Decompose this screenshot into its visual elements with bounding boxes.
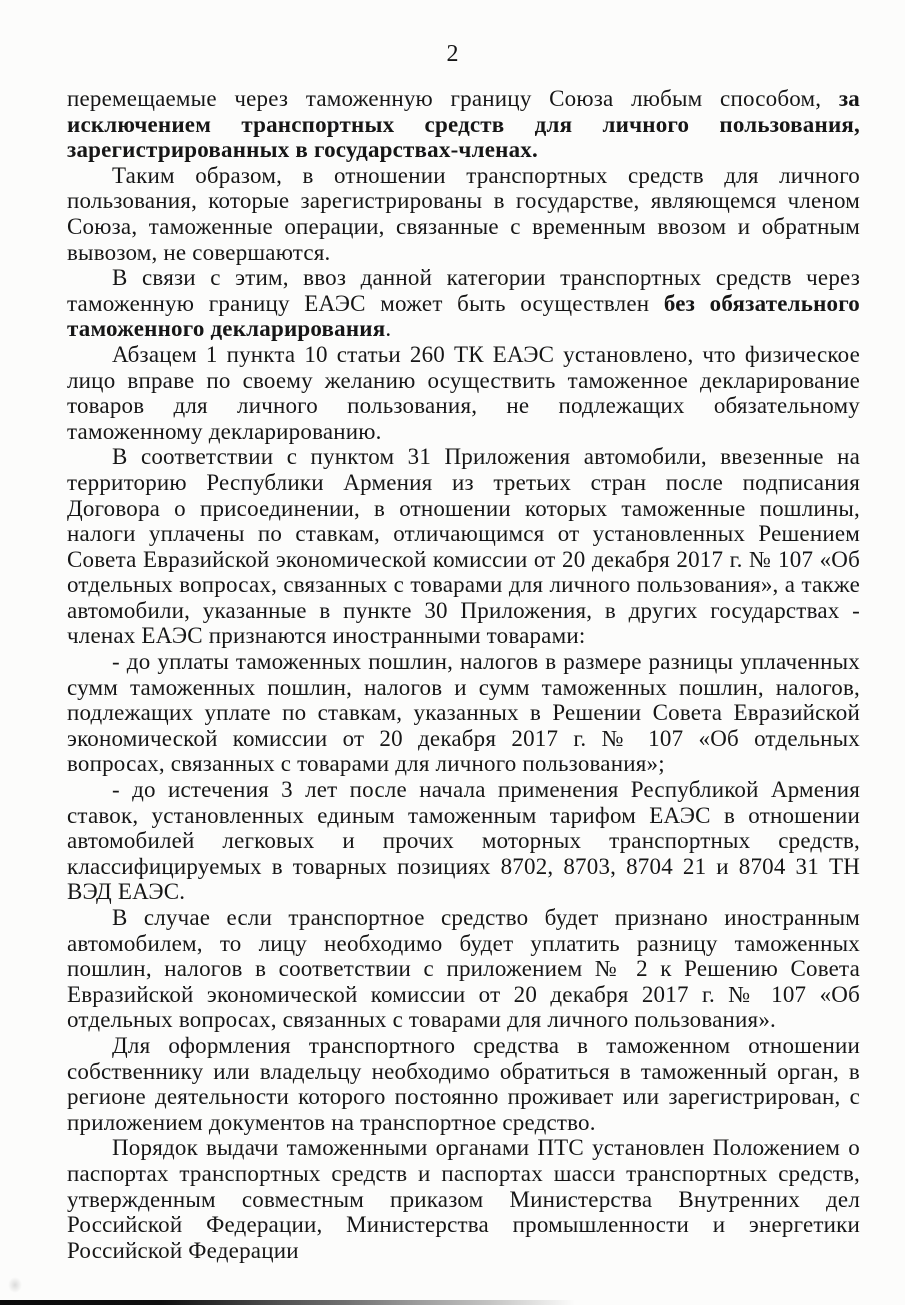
text-run: перемещаемые через таможенную границу Союза любым способом,: [67, 86, 839, 111]
text-run: В связи с этим, ввоз данной категории транспортных средств через таможенную границу ЕАЭС может быть осуществлен: [67, 265, 860, 316]
text-run: В случае если транспортное средство будет признано иностранным автомобилем, то лицу необходимо будет уплатить разницу таможенных пошлин, налогов в соответствии с приложением № 2 к Решению Совета Евразийской экономической комиссии от 20 декабря 2017 г. № 107 «Об отдельных вопросах, связанных с товарами для личного пользования».: [67, 905, 860, 1033]
text-run: Таким образом, в отношении транспортных средств для личного пользования, которые зарегистрированы в государстве, являющемся членом Союза, таможенные операции, связанные с временным ввозом и обратным вывозом, не совершаются.: [67, 162, 860, 265]
paragraph: [67, 342, 860, 444]
paragraph: [67, 777, 860, 905]
page-number: 2: [446, 41, 459, 67]
paragraph: [67, 86, 860, 163]
paragraph: [67, 1033, 860, 1135]
text-run: Абзацем 1 пункта 10 статьи 260 ТК ЕАЭС установлено, что физическое лицо вправе по своему желанию осуществить таможенное декларирование товаров для личного пользования, не подлежащих обязательному таможенному декларированию.: [67, 341, 860, 444]
paragraph: [67, 444, 860, 649]
text-run: Порядок выдачи таможенными органами ПТС установлен Положением о паспортах транспортных средств и паспортах шасси транспортных средств, утвержденным совместным приказом Министерства Внутренних дел Российской Федерации, Министерства промышленности и энергетики Российской Федерации: [67, 1135, 860, 1263]
bold-text-run: за исключением транспортных средств для личного пользования, зарегистрированных в государствах-членах.: [67, 86, 860, 163]
scan-smudge-artifact: [8, 1277, 22, 1293]
paragraph: [67, 649, 860, 777]
document-body: [67, 86, 860, 1263]
paragraph: [67, 265, 860, 342]
text-run: В соответствии с пунктом 31 Приложения автомобили, ввезенные на территорию Республики Армения из третьих стран после подписания Договора о присоединении, в отношении которых таможенные пошлины, налоги уплачены по ставкам, отличающимся от установленных Решением Совета Евразийской экономической комиссии от 20 декабря 2017 г. № 107 «Об отдельных вопросах, связанных с товарами для личного пользования», а также автомобили, указанные в пункте 30 Приложения, в других государствах - членах ЕАЭС признаются иностранными товарами:: [67, 444, 860, 649]
paragraph: [67, 1135, 860, 1263]
paragraph: [67, 163, 860, 265]
text-run: - до уплаты таможенных пошлин, налогов в размере разницы уплаченных сумм таможенных пошлин, налогов и сумм таможенных пошлин, налогов, подлежащих уплате по ставкам, указанных в Решении Совета Евразийской экономической комиссии от 20 декабря 2017 г. № 107 «Об отдельных вопросах, связанных с товарами для личного пользования»;: [67, 649, 860, 777]
text-run: - до истечения 3 лет после начала применения Республикой Армения ставок, установленных единым таможенным тарифом ЕАЭС в отношении автомобилей легковых и прочих моторных транспортных средств, классифицируемых в товарных позициях 8702, 8703, 8704 21 и 8704 31 ТН ВЭД ЕАЭС.: [67, 777, 860, 905]
text-run: .: [385, 316, 392, 342]
scan-artifact-bottom-bar: [0, 1300, 575, 1305]
text-run: Для оформления транспортного средства в таможенном отношении собственнику или владельцу необходимо обратиться в таможенный орган, в регионе деятельности которого постоянно проживает или зарегистрирован, с приложением документов на транспортное средство.: [67, 1032, 860, 1135]
bold-text-run: без обязательного таможенного декларирования: [67, 290, 860, 342]
paragraph: [67, 905, 860, 1033]
